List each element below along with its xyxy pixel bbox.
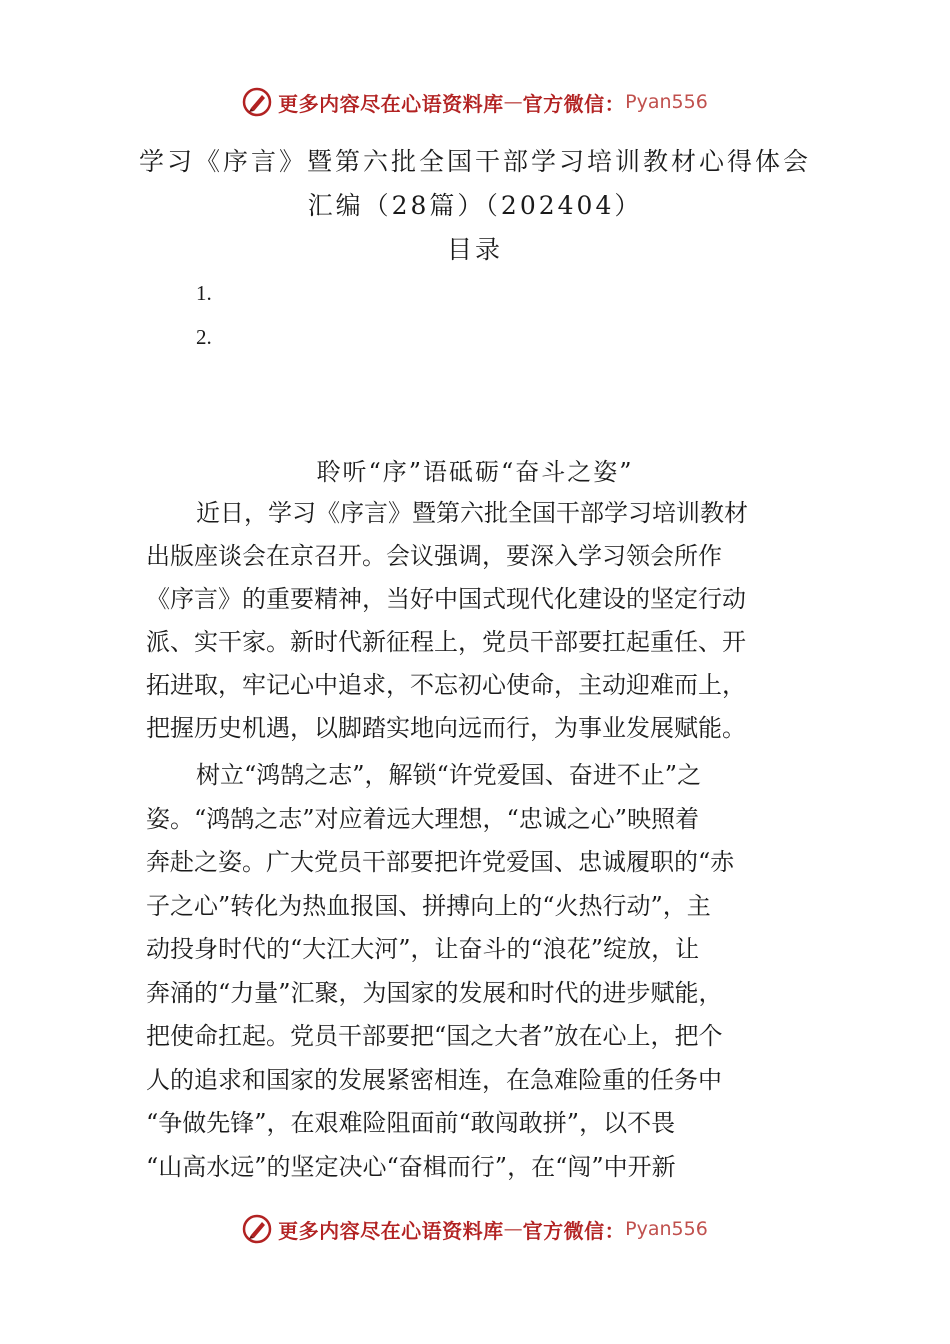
- article-line: 动投身时代的“大江大河”，让奋斗的“浪花”绽放，让: [146, 935, 700, 963]
- article-line: 把使命扛起。党员干部要把“国之大者”放在心上，把个: [146, 1022, 723, 1050]
- pen-logo-icon: [242, 1214, 272, 1244]
- watermark-banner-top: [0, 82, 950, 122]
- pen-logo-icon: [242, 87, 272, 117]
- article-line: 拓进取，牢记心中追求，不忘初心使命，主动迎难而上，: [146, 671, 746, 699]
- watermark-main-text: 更多内容尽在心语资料库: [278, 1218, 504, 1243]
- watermark-dash: —: [503, 1218, 523, 1240]
- article-line: 奔赴之姿。广大党员干部要把许党爱国、忠诚履职的“赤: [146, 848, 735, 876]
- watermark-banner-bottom: [0, 1209, 950, 1249]
- article-line: 把握历史机遇，以脚踏实地向远而行，为事业发展赋能。: [146, 714, 746, 742]
- doc-title-line-2: 汇编（28篇）（202404）: [307, 191, 643, 220]
- article-line: 姿。“鸿鹄之志”对应着远大理想，“忠诚之心”映照着: [146, 805, 700, 833]
- article-line: 近日，学习《序言》暨第六批全国干部学习培训教材: [196, 499, 748, 527]
- watermark-main-text: 更多内容尽在心语资料库: [278, 91, 504, 116]
- article-line: “争做先锋”，在艰难险阻面前“敢闯敢拼”，以不畏: [146, 1109, 676, 1137]
- article-line: “山高水远”的坚定决心“奋楫而行”，在“闯”中开新: [146, 1153, 676, 1181]
- watermark-dash: —: [503, 91, 523, 113]
- toc-item[interactable]: 2.: [196, 325, 212, 349]
- doc-title-line-1: 学习《序言》暨第六批全国干部学习培训教材心得体会: [138, 147, 811, 176]
- article-line: 《序言》的重要精神，当好中国式现代化建设的坚定行动: [146, 585, 746, 613]
- toc-heading: 目录: [446, 235, 503, 264]
- article-line: 人的追求和国家的发展紧密相连，在急难险重的任务中: [146, 1066, 722, 1094]
- article-line: 树立“鸿鹄之志”，解锁“许党爱国、奋进不止”之: [196, 761, 702, 789]
- watermark-wechat-id: Pyan556: [625, 1218, 708, 1240]
- toc-item[interactable]: 1.: [196, 281, 212, 305]
- watermark-wechat-id: Pyan556: [625, 91, 708, 113]
- article-title: 聆听“序”语砥砺“奋斗之姿”: [316, 458, 634, 486]
- article-line: 奔涌的“力量”汇聚，为国家的发展和时代的进步赋能，: [146, 979, 723, 1007]
- article-line: 子之心”转化为热血报国、拼搏向上的“火热行动”，主: [146, 892, 711, 920]
- watermark-sub-text: 官方微信：: [522, 91, 626, 116]
- article-line: 出版座谈会在京召开。会议强调，要深入学习领会所作: [146, 542, 722, 570]
- article-line: 派、实干家。新时代新征程上，党员干部要扛起重任、开: [146, 628, 746, 656]
- watermark-sub-text: 官方微信：: [522, 1218, 626, 1243]
